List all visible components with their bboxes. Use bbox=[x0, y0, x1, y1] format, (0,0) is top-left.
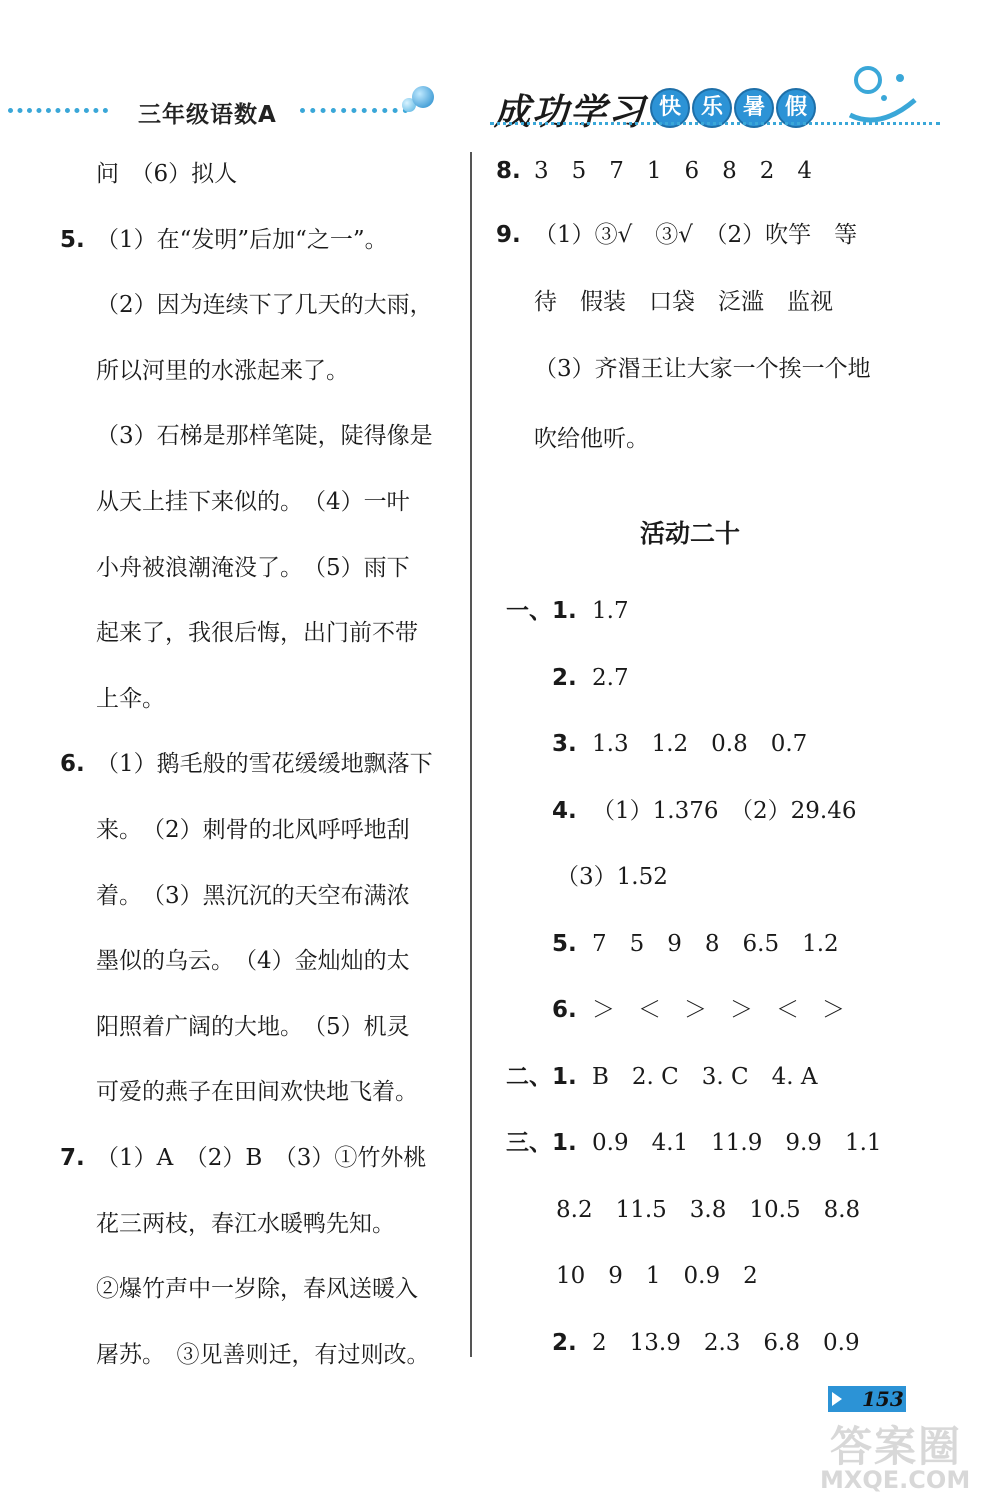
answer-text: 3 5 7 1 6 8 2 4 bbox=[534, 158, 813, 184]
answer-text: （1）A （2）B （3）①竹外桃 bbox=[96, 1145, 427, 1171]
swirl-logo-icon bbox=[840, 60, 920, 130]
answer-text: ②爆竹声中一岁除，春风送暖入 bbox=[96, 1276, 418, 1302]
answer-text: B 2. C 3. C 4. A bbox=[592, 1064, 818, 1090]
question-number: 2. bbox=[552, 665, 577, 691]
answer-line bbox=[96, 1278, 418, 1301]
answer-text: 8.2 11.5 3.8 10.5 8.8 bbox=[556, 1197, 861, 1223]
answer-line bbox=[556, 1199, 860, 1222]
answer-line bbox=[96, 1016, 410, 1039]
question-number: 一、1. bbox=[506, 598, 577, 624]
answer-line bbox=[552, 933, 839, 956]
answer-text: 上伞。 bbox=[96, 686, 165, 712]
question-number: 6. bbox=[60, 751, 85, 777]
answer-line bbox=[96, 1213, 395, 1236]
question-number: 9. bbox=[496, 222, 521, 248]
answer-line bbox=[506, 1066, 817, 1089]
answer-text: 吹给他听。 bbox=[534, 426, 649, 452]
answer-text: （1）③√ ③√ （2）吹竽 等 bbox=[534, 222, 858, 248]
answer-line bbox=[96, 425, 433, 448]
answer-line bbox=[96, 360, 349, 383]
answer-line bbox=[96, 622, 418, 645]
answer-text: （1）1.376 （2）29.46 bbox=[592, 798, 857, 824]
answer-text: 1.3 1.2 0.8 0.7 bbox=[592, 731, 808, 757]
answer-line bbox=[552, 999, 845, 1022]
watermark-logo: 答案圈 bbox=[830, 1422, 963, 1471]
answer-line bbox=[96, 950, 410, 973]
badge-char: 暑 bbox=[734, 88, 774, 128]
answer-text: 阳照着广阔的大地。 （5）机灵 bbox=[96, 1014, 410, 1040]
header-dots-right bbox=[490, 122, 940, 125]
answer-text: 1.7 bbox=[592, 598, 629, 624]
answer-text: （2）因为连续下了几天的大雨， bbox=[96, 292, 433, 318]
page-number: 153 bbox=[862, 1387, 904, 1411]
answer-line bbox=[556, 866, 668, 889]
answer-text: 10 9 1 0.9 2 bbox=[556, 1263, 758, 1289]
answer-text: ＞ ＜ ＞ ＞ ＜ ＞ bbox=[592, 997, 845, 1023]
answer-line bbox=[534, 291, 833, 314]
play-arrow-icon bbox=[832, 1392, 842, 1406]
question-number: 2. bbox=[552, 1330, 577, 1356]
answer-line bbox=[506, 600, 629, 623]
answer-text: 待 假装 口袋 泛滥 监视 bbox=[534, 289, 833, 315]
brand-title: 成功学习 bbox=[494, 92, 647, 133]
answer-text: 花三两枝，春江水暖鸭先知。 bbox=[96, 1211, 395, 1237]
answer-text: 着。 （3）黑沉沉的天空布满浓 bbox=[96, 883, 410, 909]
answer-text: 屠苏。 ③见善则迁，有过则改。 bbox=[96, 1342, 430, 1368]
answer-text: 2.7 bbox=[592, 665, 629, 691]
answer-text: 墨似的乌云。 （4）金灿灿的太 bbox=[96, 948, 410, 974]
header-dots-middle bbox=[300, 108, 408, 113]
answer-text: （1）在“发明”后加“之一”。 bbox=[96, 227, 388, 253]
answer-line bbox=[96, 557, 410, 580]
question-number: 5. bbox=[60, 227, 85, 253]
question-number: 二、1. bbox=[506, 1064, 577, 1090]
answer-text: 所以河里的水涨起来了。 bbox=[96, 358, 349, 384]
answer-line bbox=[96, 1081, 418, 1104]
answer-line bbox=[60, 1147, 426, 1170]
bubble-icon bbox=[412, 86, 434, 108]
question-number: 4. bbox=[552, 798, 577, 824]
answer-line bbox=[96, 1344, 430, 1367]
grade-label: 三年级语数A bbox=[138, 102, 277, 128]
answer-text: 小舟被浪潮淹没了。 （5）雨下 bbox=[96, 555, 410, 581]
answer-line bbox=[556, 1265, 758, 1288]
answer-text: 0.9 4.1 11.9 9.9 1.1 bbox=[592, 1130, 882, 1156]
header-dots-left bbox=[8, 108, 108, 113]
question-number: 8. bbox=[496, 158, 521, 184]
question-number: 三、1. bbox=[506, 1130, 577, 1156]
badge-char: 快 bbox=[650, 88, 690, 128]
answer-text: 来。 （2）刺骨的北风呼呼地刮 bbox=[96, 817, 410, 843]
answer-line bbox=[60, 229, 388, 252]
answer-line bbox=[552, 800, 856, 823]
answer-text: 7 5 9 8 6.5 1.2 bbox=[592, 931, 839, 957]
question-number: 6. bbox=[552, 997, 577, 1023]
question-number: 7. bbox=[60, 1145, 85, 1171]
answer-line bbox=[96, 688, 165, 711]
answer-text: （3）1.52 bbox=[556, 864, 668, 890]
answer-text: 从天上挂下来似的。 （4）一叶 bbox=[96, 489, 410, 515]
question-number: 3. bbox=[552, 731, 577, 757]
badge-char: 乐 bbox=[692, 88, 732, 128]
section-title: 活动二十 bbox=[640, 519, 741, 548]
column-divider bbox=[470, 152, 472, 1357]
answer-line bbox=[96, 294, 433, 317]
page-number-badge bbox=[828, 1386, 906, 1412]
answer-line bbox=[96, 819, 410, 842]
question-number: 5. bbox=[552, 931, 577, 957]
answer-line bbox=[496, 224, 857, 247]
answer-text: （3）齐湣王让大家一个挨一个地 bbox=[534, 356, 871, 382]
answer-line bbox=[552, 667, 629, 690]
answer-line bbox=[96, 491, 410, 514]
answer-line bbox=[60, 753, 433, 776]
answer-line bbox=[506, 1132, 882, 1155]
answer-text: （3）石梯是那样笔陡，陡得像是 bbox=[96, 423, 433, 449]
answer-line bbox=[552, 733, 807, 756]
answer-line bbox=[534, 428, 649, 451]
answer-line bbox=[552, 1332, 860, 1355]
badge-char: 假 bbox=[776, 88, 816, 128]
answer-line bbox=[96, 163, 237, 186]
answer-line bbox=[534, 358, 871, 381]
answer-text: 可爱的燕子在田间欢快地飞着。 bbox=[96, 1079, 418, 1105]
answer-text: 2 13.9 2.3 6.8 0.9 bbox=[592, 1330, 860, 1356]
page-header bbox=[0, 0, 1000, 140]
answer-text: （1）鹅毛般的雪花缓缓地飘落下 bbox=[96, 751, 433, 777]
answer-text: 问 （6）拟人 bbox=[96, 161, 238, 187]
answer-line bbox=[96, 885, 410, 908]
answer-text: 起来了，我很后悔，出门前不带 bbox=[96, 620, 418, 646]
answer-line bbox=[496, 160, 812, 183]
watermark-url: MXQE.COM bbox=[820, 1466, 971, 1494]
